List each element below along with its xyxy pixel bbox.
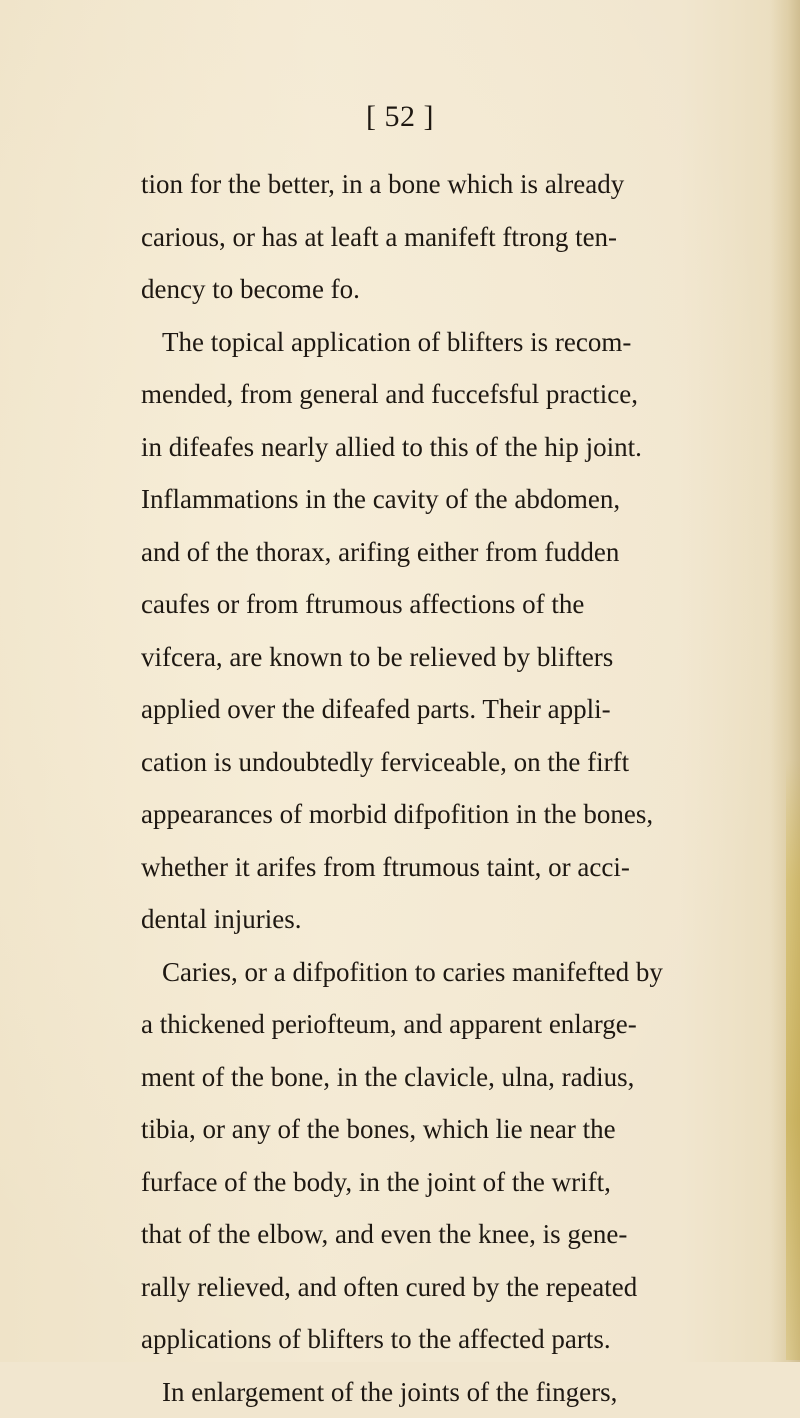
paragraph-start-line: The topical application of blifters is recom- bbox=[141, 316, 681, 369]
text-line: appearances of morbid difpofition in the bones, bbox=[141, 788, 681, 841]
text-line: tibia, or any of the bones, which lie near the bbox=[141, 1103, 681, 1156]
text-line: caufes or from ftrumous affections of the bbox=[141, 578, 681, 631]
text-line: a thickened periofteum, and apparent enlarge- bbox=[141, 998, 681, 1051]
page-number: [ 52 ] bbox=[366, 100, 434, 134]
text-line: whether it arifes from ftrumous taint, or acci- bbox=[141, 841, 681, 894]
paragraph-start-line: In enlargement of the joints of the fingers, bbox=[141, 1366, 681, 1418]
text-line: tion for the better, in a bone which is already bbox=[141, 158, 681, 211]
text-line: vifcera, are known to be relieved by blifters bbox=[141, 631, 681, 684]
text-line: carious, or has at leaft a manifeft ftrong ten- bbox=[141, 211, 681, 264]
text-line: applications of blifters to the affected parts. bbox=[141, 1313, 681, 1366]
text-line: dency to become fo. bbox=[141, 263, 681, 316]
text-line: ment of the bone, in the clavicle, ulna, radius, bbox=[141, 1051, 681, 1104]
text-line: cation is undoubtedly ferviceable, on the firft bbox=[141, 736, 681, 789]
text-line: and of the thorax, arifing either from fudden bbox=[141, 526, 681, 579]
text-line: dental injuries. bbox=[141, 893, 681, 946]
text-line: that of the elbow, and even the knee, is gene- bbox=[141, 1208, 681, 1261]
text-line: rally relieved, and often cured by the repeated bbox=[141, 1261, 681, 1314]
text-line: applied over the difeafed parts. Their appli- bbox=[141, 683, 681, 736]
text-line: in difeafes nearly allied to this of the hip joint. bbox=[141, 421, 681, 474]
text-line: mended, from general and fuccefsful practice, bbox=[141, 368, 681, 421]
body-text bbox=[141, 158, 681, 1418]
text-line: Inflammations in the cavity of the abdomen, bbox=[141, 473, 681, 526]
paragraph-start-line: Caries, or a difpofition to caries manifefted by bbox=[141, 946, 681, 999]
text-line: furface of the body, in the joint of the wrift, bbox=[141, 1156, 681, 1209]
page-edge-stain bbox=[786, 760, 800, 1360]
